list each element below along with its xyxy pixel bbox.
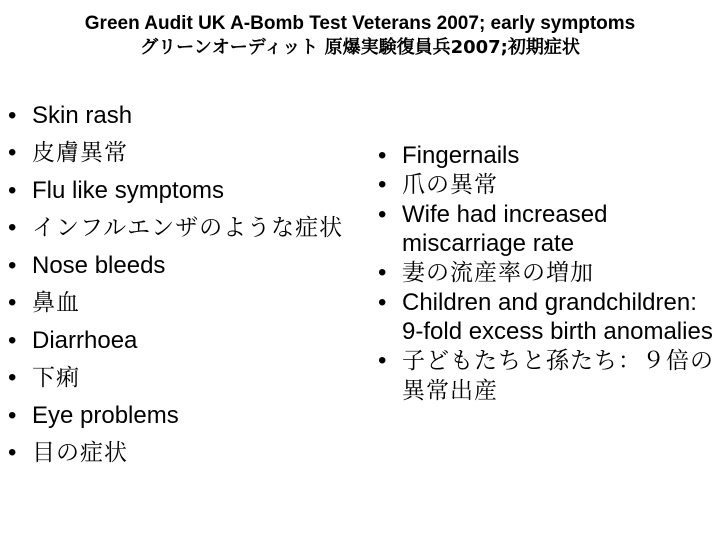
symptoms-list-right	[370, 141, 718, 406]
list-item	[0, 251, 350, 280]
list-item-text: Eye problems	[32, 402, 179, 429]
title-japanese: グリーンオーディット 原爆実験復員兵2007;初期症状	[140, 37, 580, 58]
bullet-icon	[378, 288, 394, 317]
list-item	[370, 258, 718, 288]
bullet-icon	[8, 363, 24, 392]
bullet-icon	[8, 138, 24, 167]
list-item	[0, 401, 350, 430]
bullet-icon	[8, 401, 24, 430]
bullet-icon	[8, 101, 24, 130]
bullet-icon	[378, 258, 394, 287]
title-english: Green Audit UK A-Bomb Test Veterans 2007; early symptoms	[84, 13, 636, 34]
list-item	[0, 363, 350, 393]
list-item-text: Skin rash	[32, 102, 133, 129]
list-item	[0, 438, 350, 468]
bullet-icon	[378, 200, 394, 229]
bullet-icon	[378, 346, 394, 375]
list-item-text: インフルエンザのような症状	[32, 215, 344, 241]
bullet-icon	[8, 251, 24, 280]
list-item	[0, 101, 350, 130]
list-item-text: 爪の異常	[402, 172, 498, 198]
list-item-text: Wife had increased miscarriage rate	[402, 201, 608, 257]
list-item-text: Nose bleeds	[32, 252, 166, 279]
bullet-icon	[378, 141, 394, 170]
list-item-text: Children and grandchildren: 9-fold excess birth anomalies	[402, 289, 713, 345]
list-item	[370, 141, 718, 170]
list-item-text: 皮膚異常	[32, 140, 128, 166]
list-item	[370, 200, 718, 258]
bullet-icon	[8, 176, 24, 205]
list-item-text: 妻の流産率の増加	[402, 260, 594, 286]
slide-title	[0, 12, 720, 60]
list-item	[0, 213, 350, 243]
bullet-icon	[8, 438, 24, 467]
list-item	[0, 176, 350, 205]
bullet-icon	[8, 213, 24, 243]
bullet-icon	[8, 288, 24, 317]
symptoms-list-left	[0, 101, 350, 476]
list-item-text: 目の症状	[32, 440, 128, 466]
list-item	[370, 288, 718, 346]
list-item	[0, 138, 350, 168]
bullet-icon	[378, 170, 394, 199]
list-item-text: Flu like symptoms	[32, 177, 225, 204]
list-item-text: Fingernails	[402, 142, 520, 169]
list-item	[0, 326, 350, 355]
list-item	[370, 170, 718, 200]
list-item	[370, 346, 718, 406]
bullet-icon	[8, 326, 24, 355]
list-item-text: Diarrhoea	[32, 327, 138, 354]
list-item-text: 下痢	[32, 365, 80, 391]
list-item-text: 鼻血	[32, 290, 80, 316]
list-item	[0, 288, 350, 318]
list-item-text: 子どもたちと孫たち：９倍の異常出産	[402, 348, 714, 404]
